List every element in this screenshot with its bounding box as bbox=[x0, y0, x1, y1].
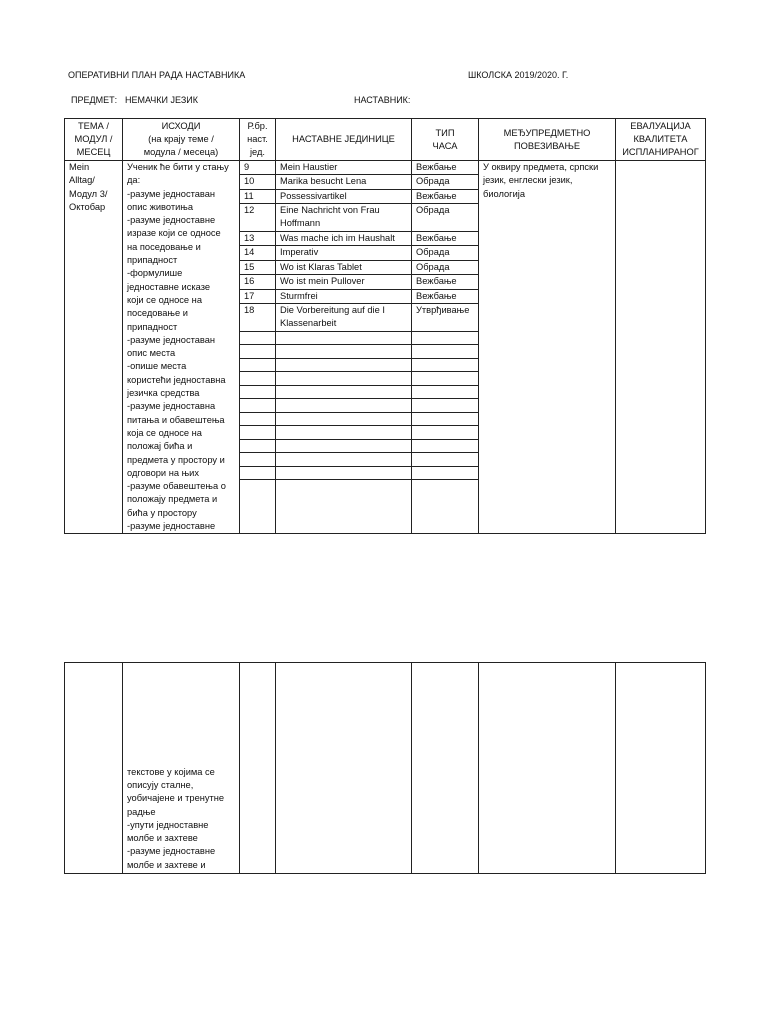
cell-type: Обрада bbox=[412, 175, 479, 189]
empty-cell bbox=[412, 466, 479, 480]
cell-unit: Sturmfrei bbox=[276, 289, 412, 303]
empty-cell bbox=[240, 453, 276, 467]
empty-cell bbox=[240, 480, 276, 534]
cell-unit: Mein Haustier bbox=[276, 161, 412, 175]
column-header-tip: ТИП ЧАСА bbox=[412, 119, 479, 161]
cell-unit: Eine Nachricht von Frau Hoffmann bbox=[276, 204, 412, 232]
empty-cell bbox=[276, 331, 412, 345]
cell-unit: Wo ist mein Pullover bbox=[276, 275, 412, 289]
empty-cell bbox=[276, 426, 412, 440]
cell-medju bbox=[479, 663, 616, 874]
empty-cell bbox=[276, 358, 412, 372]
cell-evaluacija bbox=[616, 161, 706, 534]
cell-rbr bbox=[240, 663, 276, 874]
cell-rbr: 11 bbox=[240, 189, 276, 203]
cell-type: Вежбање bbox=[412, 289, 479, 303]
plan-table-page-1 bbox=[64, 118, 706, 534]
empty-cell bbox=[276, 453, 412, 467]
cell-type: Вежбање bbox=[412, 231, 479, 245]
empty-cell bbox=[412, 358, 479, 372]
cell-ishodi: текстове у којима се описују сталне, уобичајене и тренутне радње -упути једноставне молбе и захтеве -разуме једноставне молбе и захтеве и bbox=[123, 663, 240, 874]
empty-cell bbox=[276, 439, 412, 453]
column-header-jedinice: НАСТАВНЕ ЈЕДИНИЦЕ bbox=[276, 119, 412, 161]
empty-cell bbox=[276, 372, 412, 386]
empty-cell bbox=[412, 426, 479, 440]
cell-unit: Wo ist Klaras Tablet bbox=[276, 260, 412, 274]
cell-tema bbox=[65, 663, 123, 874]
empty-cell bbox=[276, 480, 412, 534]
empty-cell bbox=[240, 412, 276, 426]
empty-cell bbox=[412, 412, 479, 426]
cell-unit: Die Vorbereitung auf die I Klassenarbeit bbox=[276, 303, 412, 331]
cell-rbr: 14 bbox=[240, 246, 276, 260]
cell-type: Вежбање bbox=[412, 161, 479, 175]
cell-unit: Was mache ich im Haushalt bbox=[276, 231, 412, 245]
cell-type bbox=[412, 663, 479, 874]
cell-unit: Marika besucht Lena bbox=[276, 175, 412, 189]
cell-unit: Imperativ bbox=[276, 246, 412, 260]
empty-cell bbox=[240, 331, 276, 345]
empty-cell bbox=[276, 466, 412, 480]
cell-evaluacija bbox=[616, 663, 706, 874]
empty-cell bbox=[240, 399, 276, 413]
cell-unit: Possessivartikel bbox=[276, 189, 412, 203]
cell-unit bbox=[276, 663, 412, 874]
empty-cell bbox=[412, 399, 479, 413]
empty-cell bbox=[240, 466, 276, 480]
empty-cell bbox=[412, 480, 479, 534]
cell-rbr: 18 bbox=[240, 303, 276, 331]
cell-rbr: 12 bbox=[240, 204, 276, 232]
subject-label: ПРЕДМЕТ: bbox=[71, 95, 118, 105]
cell-ishodi: Ученик ће бити у стању да: -разуме једноставан опис животиња -разуме једноставне изразе који се односе на поседовање и припадност -формулише једноставне исказе који се односе на поседовање и припадност -разуме једноставан опис места -опише места користећи једноставна језичка средства -разуме једноставна питања и обавештења која се односе на положај бића и предмета у простору и одговори на њих -разуме обавештења о положају предмета и бића у простору -разуме једноставне bbox=[123, 161, 240, 534]
cell-rbr: 17 bbox=[240, 289, 276, 303]
cell-type: Вежбање bbox=[412, 189, 479, 203]
cell-rbr: 16 bbox=[240, 275, 276, 289]
empty-cell bbox=[412, 453, 479, 467]
column-header-medju: МЕЂУПРЕДМЕТНО ПОВЕЗИВАЊЕ bbox=[479, 119, 616, 161]
column-header-tema: ТЕМА / МОДУЛ / МЕСЕЦ bbox=[65, 119, 123, 161]
empty-cell bbox=[240, 345, 276, 359]
plan-title: ОПЕРАТИВНИ ПЛАН РАДА НАСТАВНИКА bbox=[68, 70, 246, 80]
plan-table-page-2 bbox=[64, 662, 706, 874]
empty-cell bbox=[276, 385, 412, 399]
column-header-ishodi: ИСХОДИ (на крају теме / модула / месеца) bbox=[123, 119, 240, 161]
empty-cell bbox=[240, 385, 276, 399]
cell-rbr: 13 bbox=[240, 231, 276, 245]
empty-cell bbox=[412, 385, 479, 399]
teacher-label: НАСТАВНИК: bbox=[354, 95, 411, 105]
empty-cell bbox=[240, 372, 276, 386]
cell-type: Утврђивање bbox=[412, 303, 479, 331]
cell-rbr: 9 bbox=[240, 161, 276, 175]
empty-cell bbox=[412, 439, 479, 453]
table-row bbox=[65, 161, 706, 175]
table-row bbox=[65, 663, 706, 874]
empty-cell bbox=[240, 439, 276, 453]
school-year: ШКОЛСКА 2019/2020. Г. bbox=[468, 70, 569, 80]
cell-medju: У оквиру предмета, српски језик, енглески језик, биологија bbox=[479, 161, 616, 534]
empty-cell bbox=[276, 399, 412, 413]
column-header-evaluacija: ЕВАЛУАЦИЈА КВАЛИТЕТА ИСПЛАНИРАНОГ bbox=[616, 119, 706, 161]
cell-rbr: 10 bbox=[240, 175, 276, 189]
empty-cell bbox=[276, 412, 412, 426]
empty-cell bbox=[412, 372, 479, 386]
empty-cell bbox=[412, 331, 479, 345]
cell-tema: Mein Alltag/ Модул 3/ Октобар bbox=[65, 161, 123, 534]
cell-rbr: 15 bbox=[240, 260, 276, 274]
cell-type: Обрада bbox=[412, 246, 479, 260]
column-header-rbr: Р.бр. наст. јед. bbox=[240, 119, 276, 161]
empty-cell bbox=[240, 426, 276, 440]
empty-cell bbox=[240, 358, 276, 372]
cell-type: Вежбање bbox=[412, 275, 479, 289]
cell-type: Обрада bbox=[412, 204, 479, 232]
empty-cell bbox=[276, 345, 412, 359]
cell-type: Обрада bbox=[412, 260, 479, 274]
empty-cell bbox=[412, 345, 479, 359]
subject-value: НЕМАЧКИ ЈЕЗИК bbox=[125, 95, 198, 105]
